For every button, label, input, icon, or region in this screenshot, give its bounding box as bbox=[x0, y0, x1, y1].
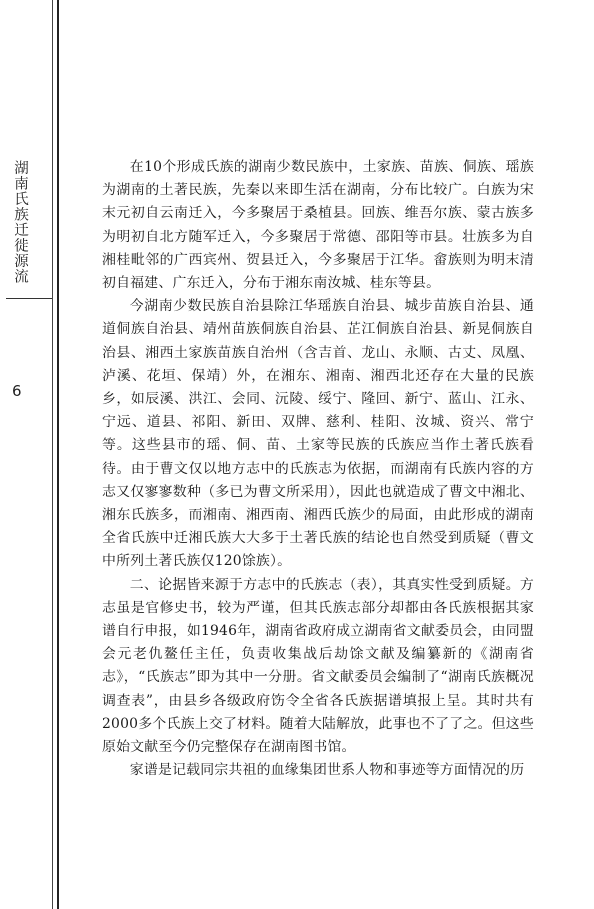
body-text bbox=[102, 156, 534, 782]
running-title: 湖南氏族迁徙源流 bbox=[12, 160, 28, 284]
paragraph-4: 家谱是记载同宗共祖的血缘集团世系人物和事迹等方面情况的历 bbox=[129, 762, 525, 779]
margin-rule-thick bbox=[57, 0, 59, 909]
paragraph-1: 在10个形成氏族的湖南少数民族中，土家族、苗族、侗族、瑶族为湖南的土著民族，先秦以来即生活在湖南，分布比较广。白族为宋末元初自云南迁入，今多聚居于桑植县。回族、维吾尔族、蒙古族多为明初自北方随军迁入，今多聚居于常德、邵阳等市县。壮族多为自湘桂毗邻的广西宾州、贺县迁入，今多聚居于江华。畲族则为明末清初自福建、广东迁入，分布于湘东南汝城、桂东等县。 bbox=[102, 159, 534, 292]
running-title-rule bbox=[6, 298, 52, 299]
page-number: 6 bbox=[12, 382, 22, 400]
paragraph-3: 二、论据皆来源于方志中的氏族志（表），其真实性受到质疑。方志虽是官修史书，较为严谨，但其氏族志部分却都由各氏族根据其家谱自行申报，如1946年，湖南省政府成立湖南省文献委员会，由同盟会元老仇鳌任主任，负责收集战后劫馀文献及编纂新的《湖南省志》，“氏族志”即为其中一分册。省文献委员会编制了“湖南氏族概况调查表”，由县乡各级政府饬令全省各氏族据谱填报上呈。其时共有2000多个氏族上交了材料。随着大陆解放，此事也不了了之。但这些原始文献至今仍完整保存在湖南图书馆。 bbox=[102, 576, 534, 756]
paragraph-2: 今湖南少数民族自治县除江华瑶族自治县、城步苗族自治县、通道侗族自治县、靖州苗族侗族自治县、芷江侗族自治县、新晃侗族自治县、湘西土家族苗族自治州（含吉首、龙山、永顺、古丈、凤凰、泸溪、花垣、保靖）外，在湘东、湘南、湘西北还存在大量的民族乡，如辰溪、洪江、会同、沅陵、绥宁、隆回、新宁、蓝山、江永、宁远、道县、祁阳、新田、双牌、慈利、桂阳、汝城、资兴、常宁等。这些县市的瑶、侗、苗、土家等民族的氏族应当作土著氏族看待。由于曹文仅以地方志中的氏族志为依据，而湖南有氏族内容的方志又仅寥寥数种（多已为曹文所采用），因此也就造成了曹文中湘北、湘东氏族多，而湘南、湘西南、湘西氏族少的局面，由此形成的湖南全省氏族中迁湘氏族大大多于土著氏族的结论也自然受到质疑（曹文中所列土著氏族仅120馀族）。 bbox=[102, 298, 534, 570]
margin-rule-thin bbox=[52, 0, 53, 909]
